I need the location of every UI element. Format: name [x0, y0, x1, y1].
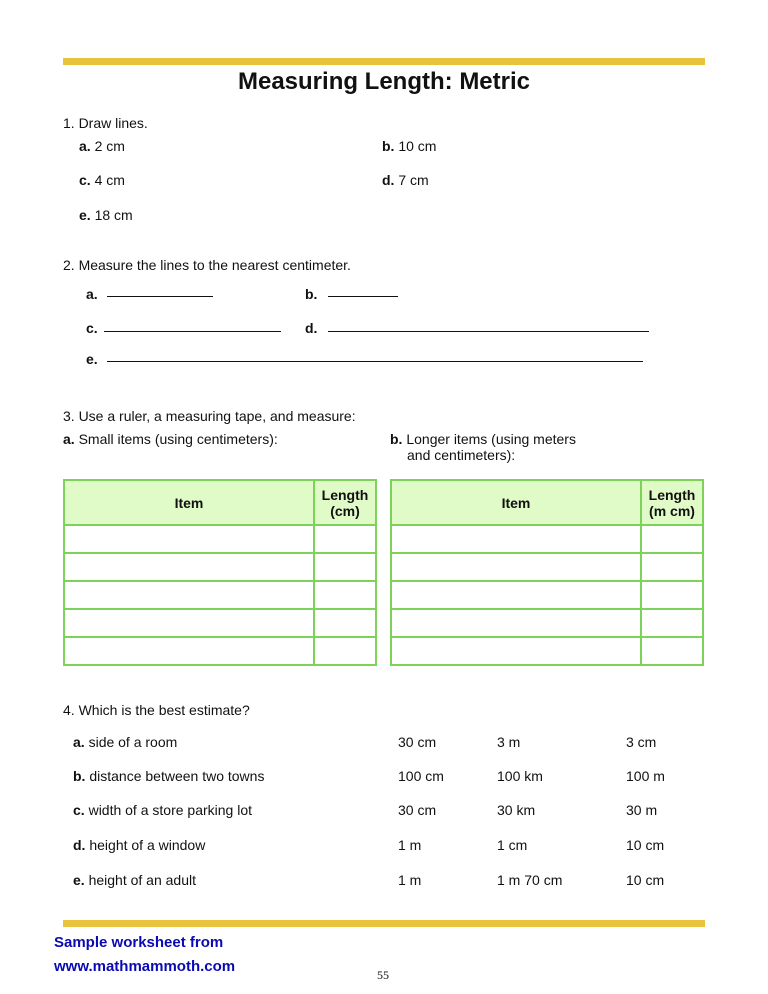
- estimate-option[interactable]: 100 km: [497, 768, 543, 784]
- item-cell[interactable]: [64, 609, 314, 637]
- estimate-option[interactable]: 30 km: [497, 802, 536, 818]
- length-cell[interactable]: [314, 525, 376, 553]
- table-row: [391, 553, 703, 581]
- estimate-option[interactable]: 1 cm: [497, 837, 528, 853]
- length-cell[interactable]: [641, 525, 703, 553]
- table-row: [391, 525, 703, 553]
- q3-prompt: 3. Use a ruler, a measuring tape, and measure:: [63, 408, 356, 424]
- q1-item-c: c. 4 cm: [79, 172, 125, 188]
- item-cell[interactable]: [391, 525, 641, 553]
- item-cell[interactable]: [391, 609, 641, 637]
- item-cell[interactable]: [64, 525, 314, 553]
- length-cell[interactable]: [641, 581, 703, 609]
- estimate-option[interactable]: 3 cm: [626, 734, 657, 750]
- small-items-table: [63, 479, 377, 666]
- table-row: [391, 581, 703, 609]
- col-length: Length (m cm): [641, 480, 703, 525]
- col-item: Item: [64, 480, 314, 525]
- line-a: [107, 296, 213, 297]
- q1-item-a: a. 2 cm: [79, 138, 125, 154]
- table-row: [64, 553, 376, 581]
- estimate-option[interactable]: 10 cm: [626, 872, 665, 888]
- table-row: [64, 609, 376, 637]
- item-cell[interactable]: [391, 581, 641, 609]
- q4-item: c. width of a store parking lot: [73, 802, 252, 818]
- q3b-label-cont: and centimeters):: [407, 447, 516, 463]
- length-cell[interactable]: [314, 609, 376, 637]
- q3a-label: a. Small items (using centimeters):: [63, 431, 278, 447]
- item-cell[interactable]: [391, 637, 641, 665]
- q1-prompt: 1. Draw lines.: [63, 115, 148, 131]
- q4-item: e. height of an adult: [73, 872, 196, 888]
- q1-item-b: b. 10 cm: [382, 138, 437, 154]
- q3b-label: b. Longer items (using meters: [390, 431, 576, 447]
- footer-line1: Sample worksheet from: [54, 934, 224, 951]
- line-b: [328, 296, 398, 297]
- length-cell[interactable]: [314, 637, 376, 665]
- q2-prompt: 2. Measure the lines to the nearest centimeter.: [63, 257, 351, 273]
- estimate-option[interactable]: 3 m: [497, 734, 521, 750]
- q2-label-a: a.: [86, 286, 98, 302]
- q1-item-e: e. 18 cm: [79, 207, 133, 223]
- item-cell[interactable]: [64, 581, 314, 609]
- bottom-divider: [63, 920, 705, 927]
- q4-item: b. distance between two towns: [73, 768, 265, 784]
- q4-item: a. side of a room: [73, 734, 178, 750]
- line-c: [104, 331, 281, 332]
- q1-item-d: d. 7 cm: [382, 172, 429, 188]
- estimate-option[interactable]: 10 cm: [626, 837, 665, 853]
- table-row: [64, 637, 376, 665]
- table-row: [391, 637, 703, 665]
- estimate-option[interactable]: 1 m: [398, 837, 422, 853]
- estimate-option[interactable]: 1 m: [398, 872, 422, 888]
- estimate-option[interactable]: 100 m: [626, 768, 665, 784]
- length-cell[interactable]: [641, 553, 703, 581]
- item-cell[interactable]: [391, 553, 641, 581]
- estimate-option[interactable]: 30 m: [626, 802, 658, 818]
- table-row: [64, 525, 376, 553]
- page-title: Measuring Length: Metric: [237, 68, 531, 95]
- q2-label-e: e.: [86, 351, 98, 367]
- line-e: [107, 361, 643, 362]
- length-cell[interactable]: [314, 581, 376, 609]
- q2-label-c: c.: [86, 320, 98, 336]
- item-cell[interactable]: [64, 553, 314, 581]
- longer-items-table: [390, 479, 704, 666]
- q4-item: d. height of a window: [73, 837, 206, 853]
- estimate-option[interactable]: 100 cm: [398, 768, 444, 784]
- item-cell[interactable]: [64, 637, 314, 665]
- col-item: Item: [391, 480, 641, 525]
- estimate-option[interactable]: 30 cm: [398, 802, 437, 818]
- line-d: [328, 331, 649, 332]
- table-row: [64, 581, 376, 609]
- estimate-option[interactable]: 1 m 70 cm: [497, 872, 563, 888]
- estimate-option[interactable]: 30 cm: [398, 734, 437, 750]
- page-number: 55: [377, 968, 389, 982]
- length-cell[interactable]: [641, 637, 703, 665]
- length-cell[interactable]: [314, 553, 376, 581]
- q4-prompt: 4. Which is the best estimate?: [63, 702, 250, 718]
- col-length: Length (cm): [314, 480, 376, 525]
- length-cell[interactable]: [641, 609, 703, 637]
- top-divider: [63, 58, 705, 65]
- q2-label-d: d.: [305, 320, 318, 336]
- q2-label-b: b.: [305, 286, 318, 302]
- footer-link[interactable]: www.mathmammoth.com: [54, 958, 236, 975]
- table-row: [391, 609, 703, 637]
